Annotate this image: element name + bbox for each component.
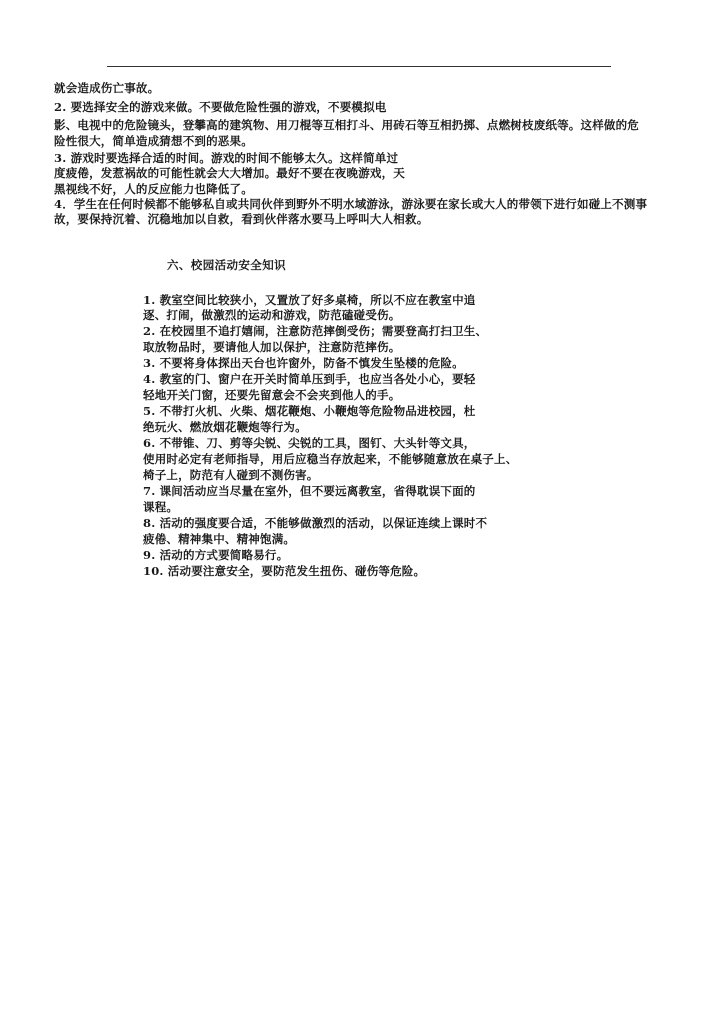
list-item-line: 5. 不带打火机、火柴、烟花鞭炮、小鞭炮等危险物品进校园，杜 bbox=[143, 404, 476, 418]
paragraph-line: 黑视线不好，人的反应能力也降低了。 bbox=[54, 182, 253, 196]
list-item-line: 4. 教室的门、窗户在开关时简单压到手，也应当各处小心，要轻 bbox=[143, 372, 476, 386]
paragraph-line: 影、电视中的危险镜头，登攀高的建筑物、用刀棍等互相打斗、用砖石等互相扔掷、点燃树枝废纸等。这样做的危 bbox=[54, 118, 639, 132]
list-item-line: 绝玩火、燃放烟花鞭炮等行为。 bbox=[143, 420, 307, 434]
paragraph-line: 3. 游戏时要选择合适的时间。游戏的时间不能够太久。这样简单过 bbox=[54, 151, 399, 165]
list-item-line: 7. 课间活动应当尽量在室外，但不要远离教室，省得耽误下面的 bbox=[143, 484, 476, 498]
paragraph-line: 4．学生在任何时候都不能够私自或共同伙伴到野外不明水域游泳，游泳要在家长或大人的带领下进行如碰上不测事 bbox=[54, 197, 648, 211]
list-item-line: 轻地开关门窗，还要先留意会不会夹到他人的手。 bbox=[143, 388, 401, 402]
list-item-line: 3. 不要将身体探出天台也许窗外，防备不慎发生坠楼的危险。 bbox=[143, 356, 464, 370]
list-item-line: 取放物品时，要请他人加以保护，注意防范摔伤。 bbox=[143, 340, 401, 354]
paragraph-line: 2. 要选择安全的游戏来做。不要做危险性强的游戏，不要模拟电 bbox=[54, 100, 387, 114]
list-item-line: 使用时必定有老师指导，用后应稳当存放起来，不能够随意放在桌子上、 bbox=[143, 452, 518, 466]
list-item-line: 10. 活动要注意安全，要防范发生扭伤、碰伤等危险。 bbox=[143, 564, 426, 578]
section-heading: 六、校园活动安全知识 bbox=[167, 258, 286, 272]
list-item-line: 逐、打闹，做激烈的运动和游戏，防范磕碰受伤。 bbox=[143, 308, 401, 322]
list-item-line: 课程。 bbox=[143, 500, 179, 514]
list-item-line: 2. 在校园里不追打嬉闹，注意防范摔倒受伤；需要登高打扫卫生、 bbox=[143, 324, 488, 338]
list-item-line: 椅子上，防范有人碰到不测伤害。 bbox=[143, 468, 319, 482]
paragraph-line: 险性很大，简单造成猜想不到的恶果。 bbox=[54, 134, 253, 148]
paragraph-line: 就会造成伤亡事故。 bbox=[54, 81, 160, 95]
header-rule bbox=[107, 66, 611, 67]
list-item-line: 疲倦、精神集中、精神饱满。 bbox=[143, 532, 296, 546]
list-item-line: 1. 教室空间比较狭小，又置放了好多桌椅，所以不应在教室中追 bbox=[143, 293, 476, 307]
list-item-line: 6. 不带锥、刀、剪等尖锐、尖锐的工具，图钉、大头针等文具， bbox=[143, 436, 476, 450]
paragraph-line: 故，要保持沉着、沉稳地加以自救，看到伙伴落水要马上呼叫大人相救。 bbox=[54, 212, 429, 226]
paragraph-line: 度疲倦，发惹祸故的可能性就会大大增加。最好不要在夜晚游戏，天 bbox=[54, 166, 405, 180]
list-item-line: 9. 活动的方式要简略易行。 bbox=[143, 548, 289, 562]
list-item-line: 8. 活动的强度要合适，不能够做激烈的活动，以保证连续上课时不 bbox=[143, 516, 488, 530]
